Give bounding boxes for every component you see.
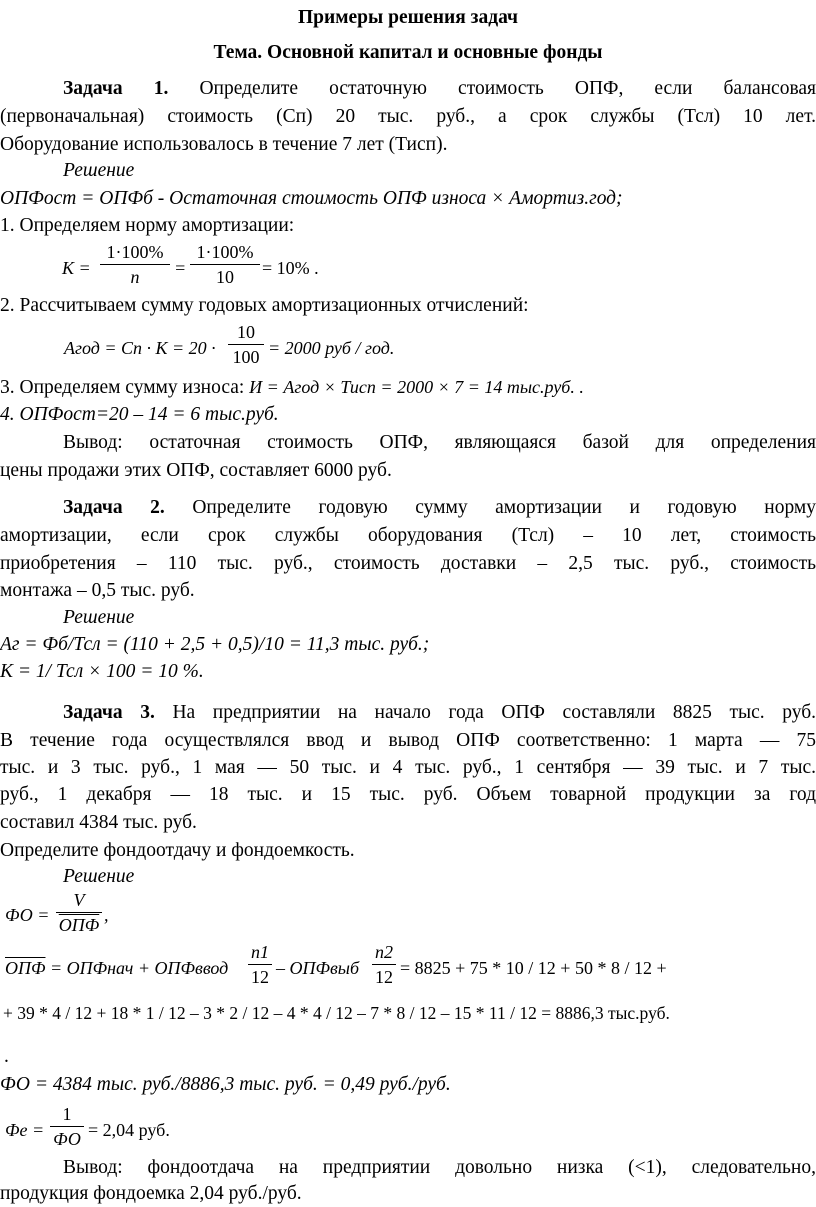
- opf-frac1: n1 12: [248, 942, 272, 987]
- dot: .: [4, 1046, 9, 1067]
- task1-step1: 1. Определяем норму амортизации:: [0, 215, 295, 236]
- task1-step2: 2. Рассчитываем сумму годовых амортизационных отчислений:: [0, 295, 529, 316]
- eq2-frac: 10 100: [228, 322, 264, 367]
- task2-line4: монтажа – 0,5 тыс. руб.: [0, 580, 195, 601]
- task2-line2: амортизации, если срок службы оборудования (Тсл) – 10 лет, стоимость: [0, 525, 816, 546]
- fo-comma: ,: [104, 905, 109, 925]
- task1-solution-label: Решение: [63, 160, 135, 181]
- task1-main-formula: ОПФост = ОПФб - Остаточная стоимость ОПФ износа × Амортиз.год;: [0, 188, 623, 209]
- task2-line3: приобретения – 110 тыс. руб., стоимость доставки – 2,5 тыс. руб., стоимость: [0, 553, 816, 574]
- eq1-k: К =: [62, 258, 91, 278]
- task1-step4: 4. ОПФост=20 – 14 = 6 тыс.руб.: [0, 404, 279, 425]
- fe-frac: 1 ФО: [50, 1104, 84, 1149]
- opf-frac2: n2 12: [372, 942, 396, 987]
- task2-line1: Задача 2. Определите годовую сумму амортизации и годовую норму: [63, 497, 816, 518]
- task3-line1: Задача 3. На предприятии на начало года ОПФ составляли 8825 тыс. руб.: [63, 702, 816, 723]
- fo-value: ФО = 4384 тыс. руб./8886,3 тыс. руб. = 0,49 руб./руб.: [0, 1074, 451, 1095]
- task3-conclusion-line2: продукция фондоемка 2,04 руб./руб.: [0, 1183, 302, 1204]
- task3-line5: составил 4384 тыс. руб.: [0, 812, 197, 833]
- eq1-result: = 10% .: [262, 258, 319, 278]
- task3-line2: В течение года осуществлялся ввод и вывод ОПФ соответственно: 1 марта — 75: [0, 730, 816, 751]
- eq2-lhs: Агод = Сп · К = 20 ·: [64, 338, 216, 358]
- eq2-result: = 2000 руб / год.: [268, 338, 395, 358]
- eq1-frac2: 1·100% 10: [190, 242, 260, 287]
- task1-line3: Оборудование использовалось в течение 7 лет (Тисп).: [0, 134, 448, 155]
- task1-conclusion-line2: цены продажи этих ОПФ, составляет 6000 руб.: [0, 460, 392, 481]
- page-title: Примеры решения задач: [297, 7, 519, 28]
- task3-line4: руб., 1 декабря — 18 тыс. и 15 тыс. руб. Объем товарной продукции за год: [0, 784, 816, 805]
- topic-heading: Тема. Основной капитал и основные фонды: [213, 42, 603, 63]
- fo-lhs: ФО =: [5, 905, 50, 925]
- task3-line6: Определите фондоотдачу и фондоемкость.: [0, 840, 355, 861]
- eq1-frac1: 1·100% n: [100, 242, 170, 287]
- task2-solution-line1: Аг = Фб/Тсл = (110 + 2,5 + 0,5)/10 = 11,3 тыс. руб.;: [0, 634, 430, 655]
- task2-solution-label: Решение: [63, 607, 135, 628]
- task1-line2: (первоначальная) стоимость (Сп) 20 тыс. руб., а срок службы (Тсл) 10 лет.: [0, 106, 816, 127]
- task3-line3: тыс. и 3 тыс. руб., 1 мая — 50 тыс. и 4 тыс. руб., 1 сентября — 39 тыс. и 7 тыс.: [0, 757, 816, 778]
- task1-line1: Задача 1. Определите остаточную стоимость ОПФ, если балансовая: [63, 78, 816, 99]
- eq1-eq: =: [174, 258, 187, 278]
- task1-conclusion-line1: Вывод: остаточная стоимость ОПФ, являющаяся базой для определения: [63, 432, 816, 453]
- fe-lhs: Фе =: [5, 1120, 45, 1140]
- fe-result: = 2,04 руб.: [88, 1120, 170, 1140]
- task3-solution-label: Решение: [63, 866, 135, 887]
- opf-avg-formula: ОПФ = ОПФнач + ОПФввод: [5, 958, 229, 978]
- task3-conclusion-line1: Вывод: фондоотдача на предприятии довольно низка (<1), следовательно,: [63, 1157, 816, 1178]
- task1-step3: 3. Определяем сумму износа: И = Агод × Тисп = 2000 × 7 = 14 тыс.руб. .: [0, 377, 584, 398]
- opf-sum-line2: + 39 * 4 / 12 + 18 * 1 / 12 – 3 * 2 / 12 – 4 * 4 / 12 – 7 * 8 / 12 – 15 * 11 / 12 = 8886,3 тыс.руб.: [3, 1003, 670, 1023]
- task2-solution-line2: К = 1/ Тсл × 100 = 10 %.: [0, 661, 204, 682]
- fo-frac: V ОПФ: [56, 890, 102, 935]
- opf-sum-line1: = 8825 + 75 * 10 / 12 + 50 * 8 / 12 +: [400, 958, 667, 978]
- opf-minus: – ОПФвыб: [276, 958, 360, 978]
